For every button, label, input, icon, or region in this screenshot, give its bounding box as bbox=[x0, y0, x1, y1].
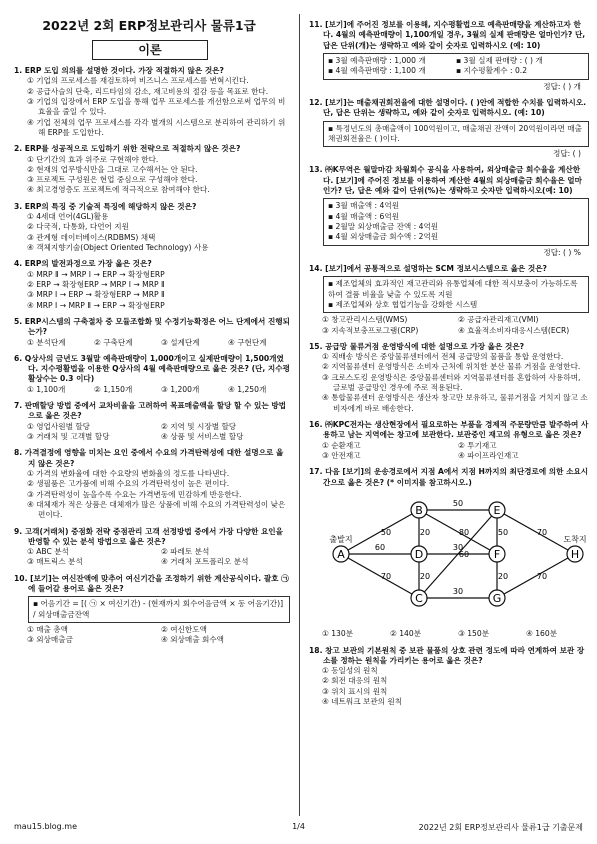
answer-option: ① 단기간의 효과 위주로 구현해야 한다. bbox=[27, 154, 159, 164]
question-stem: 6. Q상사의 금년도 3월말 예측판매량이 1,000개이고 실제판매량이 1,500개였다. 지수평활법을 이용한 Q상사의 4월 예측판매량으로 옳은 것은? (단, 지수평활상수는 0.3 이다) bbox=[14, 353, 290, 384]
answer-option: ② 회전 대응의 원칙 bbox=[322, 676, 388, 686]
question bbox=[309, 342, 589, 414]
route-edge-label: 50 bbox=[380, 527, 392, 537]
question bbox=[14, 144, 290, 196]
example-box bbox=[323, 53, 589, 80]
answer-option: ① 창고관리시스템(WMS) bbox=[322, 315, 408, 325]
answer-option: ① 매출 총액 bbox=[27, 625, 68, 634]
answer-option: ② 여신한도액 bbox=[161, 625, 207, 634]
route-edge-label: 20 bbox=[419, 527, 431, 537]
answer-blank: 정답: ( ) 개 bbox=[543, 81, 581, 91]
question-stem: 3. ERP의 특징 중 기술적 특징에 해당하지 않은 것은? bbox=[14, 201, 197, 211]
start-label: 출발지 bbox=[329, 534, 353, 544]
answer-option: ④ MRP Ⅰ → MRP Ⅱ → ERP → 확장형ERP bbox=[27, 300, 165, 310]
route-edge-label: 70 bbox=[536, 571, 548, 581]
route-node-label: G bbox=[492, 591, 502, 605]
answer-option: ③ 안전재고 bbox=[322, 450, 361, 460]
route-node-label: H bbox=[570, 547, 580, 561]
example-line: ▪ 제조업체의 효과적인 재고관리와 유통업체에 대한 적시보충이 가능하도록 하여 결품 비율을 낮출 수 있도록 지원 bbox=[328, 279, 578, 299]
answer-option: ③ 크로스도킹 운영방식은 중앙물류센터와 지역물류센터를 혼합하여 사용하며, 글로벌 공급망인 경우에 주로 적용된다. bbox=[322, 372, 581, 393]
question bbox=[14, 66, 290, 138]
answer-option: ② 생필품은 고가품에 비해 수요의 가격탄력성이 높은 편이다. bbox=[27, 479, 230, 489]
answer-option: ③ 거래처 및 고객별 할당 bbox=[27, 432, 110, 441]
route-edge-label: 50 bbox=[497, 527, 509, 537]
route-node-label: F bbox=[493, 547, 501, 561]
answer-option: ② 140분 bbox=[390, 629, 422, 639]
answer-option: ③ MRP Ⅰ → ERP → 확장형ERP → MRP Ⅱ bbox=[27, 290, 165, 300]
answer-option: ③ 외상매출금 bbox=[27, 635, 73, 645]
question-stem: 7. 판매할당 방법 중에서 교차비율을 고려하여 목표매출액을 할당 할 수 있는 방법으로 옳은 것은? bbox=[14, 401, 286, 421]
answer-option: ② 공급사슬의 단축, 리드타임의 감소, 재고비용의 절감 등을 목표로 한다. bbox=[27, 86, 269, 96]
route-edge-label: 60 bbox=[458, 549, 470, 559]
options-list bbox=[309, 666, 589, 707]
question bbox=[14, 259, 290, 311]
question-stem: 9. 고객(거래처) 중점화 전략 중점관리 고객 선정방법 중에서 가장 다양한 요인을 반영할 수 있는 분석 방법으로 옳은 것은? bbox=[14, 526, 283, 546]
question-stem: 14. [보기]에서 공통적으로 설명하는 SCM 정보시스템으로 옳은 것은? bbox=[309, 263, 547, 273]
question bbox=[14, 527, 290, 568]
question bbox=[309, 420, 589, 461]
footer-site: mau15.blog.me bbox=[14, 822, 78, 831]
question-stem: 11. [보기]에 주어진 정보를 이용해, 지수평활법으로 예측판매량을 계산하고자 한다. 4월의 예측판매량이 1,100개일 경우, 3월의 실제 판매량은 얼마인가? 단, 답은 단위(개)는 생략하고 예와 같이 숫자로 입력하시오 (예: 10) bbox=[309, 20, 586, 50]
question-stem: 8. 가격결정에 영향을 미치는 요인 중에서 수요의 가격탄력성에 대한 설명으로 옳지 않은 것은? bbox=[14, 448, 284, 468]
example-box bbox=[28, 596, 290, 623]
page-title: 2022년 2회 ERP정보관리사 물류1급 bbox=[42, 18, 256, 33]
answer-option: ③ 설계단계 bbox=[161, 337, 200, 347]
answer-option: ④ 160분 bbox=[526, 629, 558, 639]
route-edge-label: 70 bbox=[536, 527, 548, 537]
question bbox=[309, 98, 589, 160]
example-line: ▪ 4월 외상매출금 회수액 : 2억원 bbox=[328, 232, 439, 242]
answer-option: ④ 외상매출 회수액 bbox=[161, 635, 224, 645]
example-box bbox=[323, 276, 589, 313]
answer-option: ③ 1,200개 bbox=[161, 384, 200, 394]
answer-option: ④ 구현단계 bbox=[228, 337, 267, 347]
answer-option: ② 공급자관리재고(VMI) bbox=[458, 315, 539, 325]
answer-blank: 정답: ( ) % bbox=[543, 247, 581, 257]
answer-option: ③ 150분 bbox=[458, 629, 490, 639]
route-edge-label: 20 bbox=[419, 571, 431, 581]
question bbox=[309, 264, 589, 336]
options-list bbox=[14, 270, 290, 311]
answer-blank: 정답: ( ) bbox=[553, 149, 581, 159]
answer-option: ④ 파이프라인재고 bbox=[458, 450, 519, 460]
question-stem: 17. 다음 [보기]의 운송경로에서 지점 A에서 지점 H까지의 최단경로에 의한 소요시간으로 옳은 것은? (* 이미지를 참고하시오.) bbox=[309, 467, 589, 487]
answer-option: ② 지역 및 시장별 할당 bbox=[161, 421, 237, 431]
end-label: 도착지 bbox=[563, 534, 587, 544]
answer-option: ③ 지속적보충프로그램(CRP) bbox=[322, 325, 419, 335]
example-line: ▪ 2월말 외상매출금 잔액 : 4억원 bbox=[328, 222, 439, 231]
example-line: ▪ 어음기간 = [( ㉠ × 여신기간) - (현재까지 회수어음금액 × 동 어음기간)] / 외상매출금잔액 bbox=[33, 599, 284, 619]
example-line: ▪ 3월 매출액 : 4억원 bbox=[328, 201, 400, 211]
question-stem: 12. [보기]는 매출채권회전율에 대한 설명이다. ( )안에 적합한 수치를 입력하시오. 단, 답은 단위는 생략하고, 예와 같이 숫자로 입력하시오. (예: 10) bbox=[309, 97, 586, 118]
answer-option: ② ERP → 확장형ERP → MRP Ⅰ → MRP Ⅱ bbox=[27, 279, 165, 289]
options-list bbox=[22, 547, 290, 568]
question bbox=[14, 574, 290, 646]
route-node-label: A bbox=[337, 547, 345, 561]
question-stem: 5. ERP시스템의 구축절차 중 모듈조합화 및 수정기능확정은 어느 단계에서 진행되는가? bbox=[14, 316, 290, 337]
answer-option: ④ 기업 전체의 업무 프로세스를 각각 별개의 시스템으로 분리하여 관리하기 위해 ERP를 도입한다. bbox=[27, 117, 286, 137]
options-list bbox=[317, 629, 589, 639]
route-edge-label: 50 bbox=[452, 498, 464, 508]
options-list bbox=[14, 76, 290, 138]
options-list bbox=[14, 155, 290, 196]
answer-option: ① MRP Ⅱ → MRP Ⅰ → ERP → 확장형ERP bbox=[27, 269, 165, 279]
answer-option: ② 투기재고 bbox=[458, 440, 497, 450]
options-list bbox=[22, 625, 290, 646]
options-list bbox=[317, 315, 589, 336]
route-edge-label: 60 bbox=[374, 542, 386, 552]
answer-option: ① 기업의 프로세스를 재검토하여 비즈니스 프로세스를 변혁시킨다. bbox=[27, 76, 249, 86]
answer-option: ② 1,150개 bbox=[94, 384, 133, 394]
answer-option: ② 다국적, 다통화, 다언어 지원 bbox=[27, 222, 129, 232]
answer-option: ④ 상품 및 서비스별 할당 bbox=[161, 432, 244, 441]
route-node-label: C bbox=[415, 591, 423, 605]
example-line: ▪ 지수평활계수 : 0.2 bbox=[456, 66, 528, 76]
answer-option: ① 동일성의 원칙 bbox=[322, 666, 378, 676]
answer-option: ① 영업사원별 할당 bbox=[27, 421, 90, 431]
question-stem: 15. 공급망 물류거점 운영방식에 대한 설명으로 가장 옳은 것은? bbox=[309, 341, 525, 351]
column-divider bbox=[299, 14, 300, 816]
example-line: ▪ 3월 예측판매량 : 1,000 개 bbox=[328, 55, 426, 65]
answer-option: ① 4세대 언어(4GL)활용 bbox=[27, 212, 109, 222]
route-node-label: E bbox=[493, 503, 501, 517]
options-list bbox=[14, 212, 290, 253]
answer-option: ③ 위치 표시의 원칙 bbox=[322, 686, 388, 696]
options-list bbox=[22, 385, 290, 395]
answer-option: ③ 관계형 데이터베이스(RDBMS) 채택 bbox=[27, 232, 156, 242]
answer-option: ④ 최고경영층도 프로젝트에 적극적으로 참여해야 한다. bbox=[27, 185, 210, 195]
options-list bbox=[309, 352, 589, 414]
answer-option: ④ 대체재가 적은 상품은 대체재가 많은 상품에 비해 수요의 가격탄력성이 낮은 편이다. bbox=[27, 499, 286, 520]
example-line: ▪ 특정년도의 총매출액이 100억원이고, 매출채권 잔액이 20억원이라면 매출채권회전율은 ( )이다. bbox=[328, 123, 583, 143]
question-stem: 13. ㈜K무역은 월말마감 차월회수 공식을 사용하여, 외상매출금 회수율을 계산한다. [보기]에 주어진 정보를 이용하여 계산한 4월의 외상매출금 회수율은 얼마인가? 단, 답은 예와 같이 단위(%)는 생략하고 숫자만 입력하시오(예: 10) bbox=[309, 165, 582, 196]
options-list bbox=[317, 441, 589, 462]
question bbox=[14, 448, 290, 520]
route-node-label: B bbox=[415, 503, 423, 517]
left-column bbox=[14, 66, 290, 652]
answer-option: ③ 매트릭스 분석 bbox=[27, 557, 83, 567]
answer-option: ① 순환재고 bbox=[322, 440, 361, 450]
question bbox=[14, 317, 290, 348]
question bbox=[14, 202, 290, 254]
route-edge-label: 30 bbox=[452, 586, 464, 596]
answer-option: ④ 효율적소비자대응시스템(ECR) bbox=[458, 325, 570, 335]
question bbox=[309, 467, 589, 639]
example-line: ▪ 제조업체와 상호 협업기능을 강화한 시스템 bbox=[328, 299, 478, 309]
answer-option: ④ 통합물류센터 운영방식은 생산자 창고만 보유하고, 물류거점을 거치지 않고 소비자에게 바로 배송한다. bbox=[322, 393, 588, 413]
example-box bbox=[323, 198, 589, 245]
question-stem: 2. ERP를 성공적으로 도입하기 위한 전략으로 적절하지 않은 것은? bbox=[14, 144, 241, 154]
answer-option: ① 가격의 변화율에 대한 수요량의 변화율의 정도를 나타낸다. bbox=[27, 468, 230, 478]
route-edge-label: 20 bbox=[497, 571, 509, 581]
options-list bbox=[22, 338, 290, 348]
answer-option: ② 현재의 업무방식만을 그대로 고수해서는 안 된다. bbox=[27, 164, 198, 174]
question-stem: 18. 창고 보관의 기본원칙 중 보관 물품의 상호 관련 정도에 따라 연계하여 보관 장소를 정하는 원칙을 가리키는 용어로 옳은 것은? bbox=[309, 645, 585, 665]
example-line: ▪ 4월 예측판매량 : 1,100 개 bbox=[328, 66, 426, 76]
question-stem: 16. ㈜KPC전자는 생산현장에서 필요로하는 부품을 경제적 주문량만큼 발주하여 사용하고 남는 지역에는 창고에 보관한다. 보관중인 재고의 유형으로 옳은 것은? bbox=[309, 420, 589, 440]
question bbox=[309, 165, 589, 258]
answer-option: ① 130분 bbox=[322, 629, 354, 639]
route-node-label: D bbox=[414, 547, 424, 561]
footer-title: 2022년 2회 ERP정보관리사 물류1급 기출문제 bbox=[418, 823, 583, 832]
answer-option: ① 1,100개 bbox=[27, 384, 66, 394]
answer-option: ① ABC 분석 bbox=[27, 547, 69, 557]
answer-option: ③ 가격탄력성이 높을수록 수요는 가격변동에 민감하게 반응한다. bbox=[27, 489, 242, 499]
options-list bbox=[14, 469, 290, 521]
right-column bbox=[309, 20, 589, 713]
question bbox=[14, 401, 290, 442]
answer-option: ④ 네트워크 보관의 원칙 bbox=[322, 697, 403, 707]
options-list bbox=[22, 422, 290, 443]
question-stem: 4. ERP의 발전과정으로 가장 옳은 것은? bbox=[14, 259, 152, 269]
route-diagram bbox=[319, 488, 587, 626]
question bbox=[14, 354, 290, 395]
answer-option: ① 직배송 방식은 중앙물류센터에서 전체 공급망의 물품을 통합 운영한다. bbox=[322, 352, 564, 362]
section-label: 이론 bbox=[92, 40, 208, 60]
answer-option: ① 분석단계 bbox=[27, 337, 66, 347]
question-stem: 10. [보기]는 여신잔액에 맞추어 여신기간을 조정하기 위한 계산공식이다. 괄호 ㉠ 에 들어갈 용어로 옳은 것은? bbox=[14, 573, 289, 594]
answer-option: ② 지역물류센터 운영방식은 소비자 근처에 위치한 분산 물류 거점을 운영한다. bbox=[322, 362, 581, 372]
route-edge-label: 80 bbox=[458, 527, 470, 537]
answer-option: ② 구축단계 bbox=[94, 337, 133, 347]
answer-option: ④ 거래처 포트폴리오 분석 bbox=[161, 557, 249, 567]
example-line: ▪ 3월 실제 판매량 : ( ) 개 bbox=[456, 55, 543, 65]
example-line: ▪ 4월 매출액 : 6억원 bbox=[328, 211, 400, 221]
answer-option: ④ 1,250개 bbox=[228, 384, 267, 394]
question bbox=[309, 646, 589, 708]
answer-option: ② 파레토 분석 bbox=[161, 547, 210, 557]
page-number: 1/4 bbox=[292, 822, 305, 831]
example-box bbox=[323, 121, 589, 148]
answer-option: ③ 프로젝트 구성원은 현업 중심으로 구성해야 한다. bbox=[27, 175, 198, 185]
route-edge-label: 70 bbox=[380, 571, 392, 581]
question-stem: 1. ERP 도입 의의를 설명한 것이다. 가장 적절하지 않은 것은? bbox=[14, 66, 224, 75]
answer-option: ③ 기업의 입장에서 ERP 도입을 통해 업무 프로세스를 개선함으로써 업무의 비효율을 줄일 수 있다. bbox=[27, 96, 286, 117]
route-edge-label: 30 bbox=[452, 542, 464, 552]
question bbox=[309, 20, 589, 92]
answer-option: ④ 객체지향기술(Object Oriented Technology) 사용 bbox=[27, 243, 209, 252]
